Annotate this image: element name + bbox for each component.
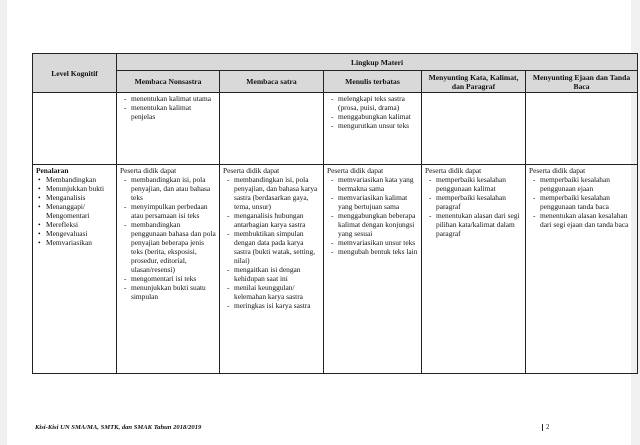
list-item: - menentukan kalimat utama xyxy=(131,94,216,103)
cell-level xyxy=(33,165,117,374)
list-item: - memperbaiki kesalahan penggunaan kalimat xyxy=(436,175,522,193)
list-item: • Menanggapi/ Mengomentari xyxy=(46,202,113,220)
document-page xyxy=(7,0,631,445)
cell-col-1 xyxy=(117,165,220,374)
cell-intro: Peserta didik dapat xyxy=(120,166,177,175)
list-item: - memvariasikan unsur teks xyxy=(338,238,418,247)
list-item: - menentukan kalimat penjelas xyxy=(131,103,216,121)
header-col-3: Menulis terbatas xyxy=(324,71,422,93)
list-item: • Menunjukkan bukti xyxy=(46,184,113,193)
list-item: - memperbaiki kesalahan penggunaan tanda baca xyxy=(540,193,634,211)
cell-col-5 xyxy=(526,93,638,165)
header-col-2: Membaca satra xyxy=(220,71,324,93)
list-item: - memperbaiki kesalahan penggunaan ejaan xyxy=(540,175,634,193)
cell-intro: Peserta didik dapat xyxy=(425,166,482,175)
cell-col-1 xyxy=(117,93,220,165)
level-title: Penalaran xyxy=(36,166,69,175)
table-row xyxy=(33,93,638,165)
list-item: - menentukan alasan kesalahan dari segi ejaan dan tanda baca xyxy=(540,211,634,229)
list-item: • Membandingkan xyxy=(46,175,113,184)
cell-intro: Peserta didik dapat xyxy=(223,166,280,175)
header-level: Level Kognitif xyxy=(33,54,117,93)
list-item: - mengurutkan unsur teks xyxy=(338,121,418,130)
list-item: - meringkas isi karya sastra xyxy=(234,301,320,310)
cell-col-3 xyxy=(324,165,422,374)
list-item: • Menganalisis xyxy=(46,193,113,202)
list-item: - membandingkan isi, pola penyajian, dan bahasa karya sastra (berdasarkan gaya, tema, unsur) xyxy=(234,175,320,211)
cell-intro: Peserta didik dapat xyxy=(529,166,586,175)
page-number: 2 xyxy=(542,424,549,431)
list-item: - mengubah bentuk teks lain xyxy=(338,247,418,256)
list-item: - memvariasikan kata yang bermakna sama xyxy=(338,175,418,193)
list-item: - memvariasikan kalimat yang bertujuan sama xyxy=(338,193,418,211)
cell-level xyxy=(33,93,117,165)
list-item: - menunjukkan bukti suatu simpulan xyxy=(131,283,216,301)
list-item: - membandingkan penggunaan bahasa dan pola penyajian beberapa jenis teks (berita, eksposisi, prosedur, editorial, ulasan/resensi) xyxy=(131,220,216,274)
page-footer: Kisi-Kisi UN SMA/MA, SMTK, dan SMAK Tahun 2018/2019 xyxy=(35,424,202,431)
list-item: • Memvariasikan xyxy=(46,238,113,247)
cell-intro: Peserta didik dapat xyxy=(327,166,384,175)
list-item: - mengomentari isi teks xyxy=(131,274,216,283)
list-item: - membandingkan isi, pola penyajian, dan atau bahasa teks xyxy=(131,175,216,202)
list-item: - membuktikan simpulan dengan data pada karya sastra (bukti watak, setting, nilai) xyxy=(234,229,320,265)
list-item: - mengaitkan isi dengan kehidupan saat ini xyxy=(234,265,320,283)
list-item: • Mengevaluasi xyxy=(46,229,113,238)
cell-col-2 xyxy=(220,165,324,374)
list-item: - menilai keunggulan/ kelemahan karya sastra xyxy=(234,283,320,301)
header-scope: Lingkup Materi xyxy=(117,54,638,71)
header-row-1 xyxy=(33,54,638,71)
list-item: - melengkapi teks sastra (prosa, puisi, drama) xyxy=(338,94,418,112)
cell-col-4 xyxy=(422,165,526,374)
header-col-1: Membaca Nonsastra xyxy=(117,71,220,93)
table-row xyxy=(33,165,638,374)
cell-col-5 xyxy=(526,165,638,374)
kisi-table xyxy=(32,53,638,374)
header-col-5: Menyunting Ejaan dan Tanda Baca xyxy=(526,71,638,93)
list-item: - menentukan alasan dari segi pilihan kata/kalimat dalam paragraf xyxy=(436,211,522,238)
header-row-2 xyxy=(33,71,638,93)
cell-col-2 xyxy=(220,93,324,165)
list-item: - menyimpulkan perbedaan atau persamaan isi teks xyxy=(131,202,216,220)
list-item: • Merefleksi xyxy=(46,220,113,229)
list-item: - memperbaiki kesalahan paragraf xyxy=(436,193,522,211)
cell-col-4 xyxy=(422,93,526,165)
header-col-4: Menyunting Kata, Kalimat, dan Paragraf xyxy=(422,71,526,93)
cell-col-3 xyxy=(324,93,422,165)
list-item: - menggabungkan kalimat xyxy=(338,112,418,121)
list-item: - menggabungkan beberapa kalimat dengan konjungsi yang sesuai xyxy=(338,211,418,238)
list-item: - menganalisis hubungan antarbagian karya sastra xyxy=(234,211,320,229)
